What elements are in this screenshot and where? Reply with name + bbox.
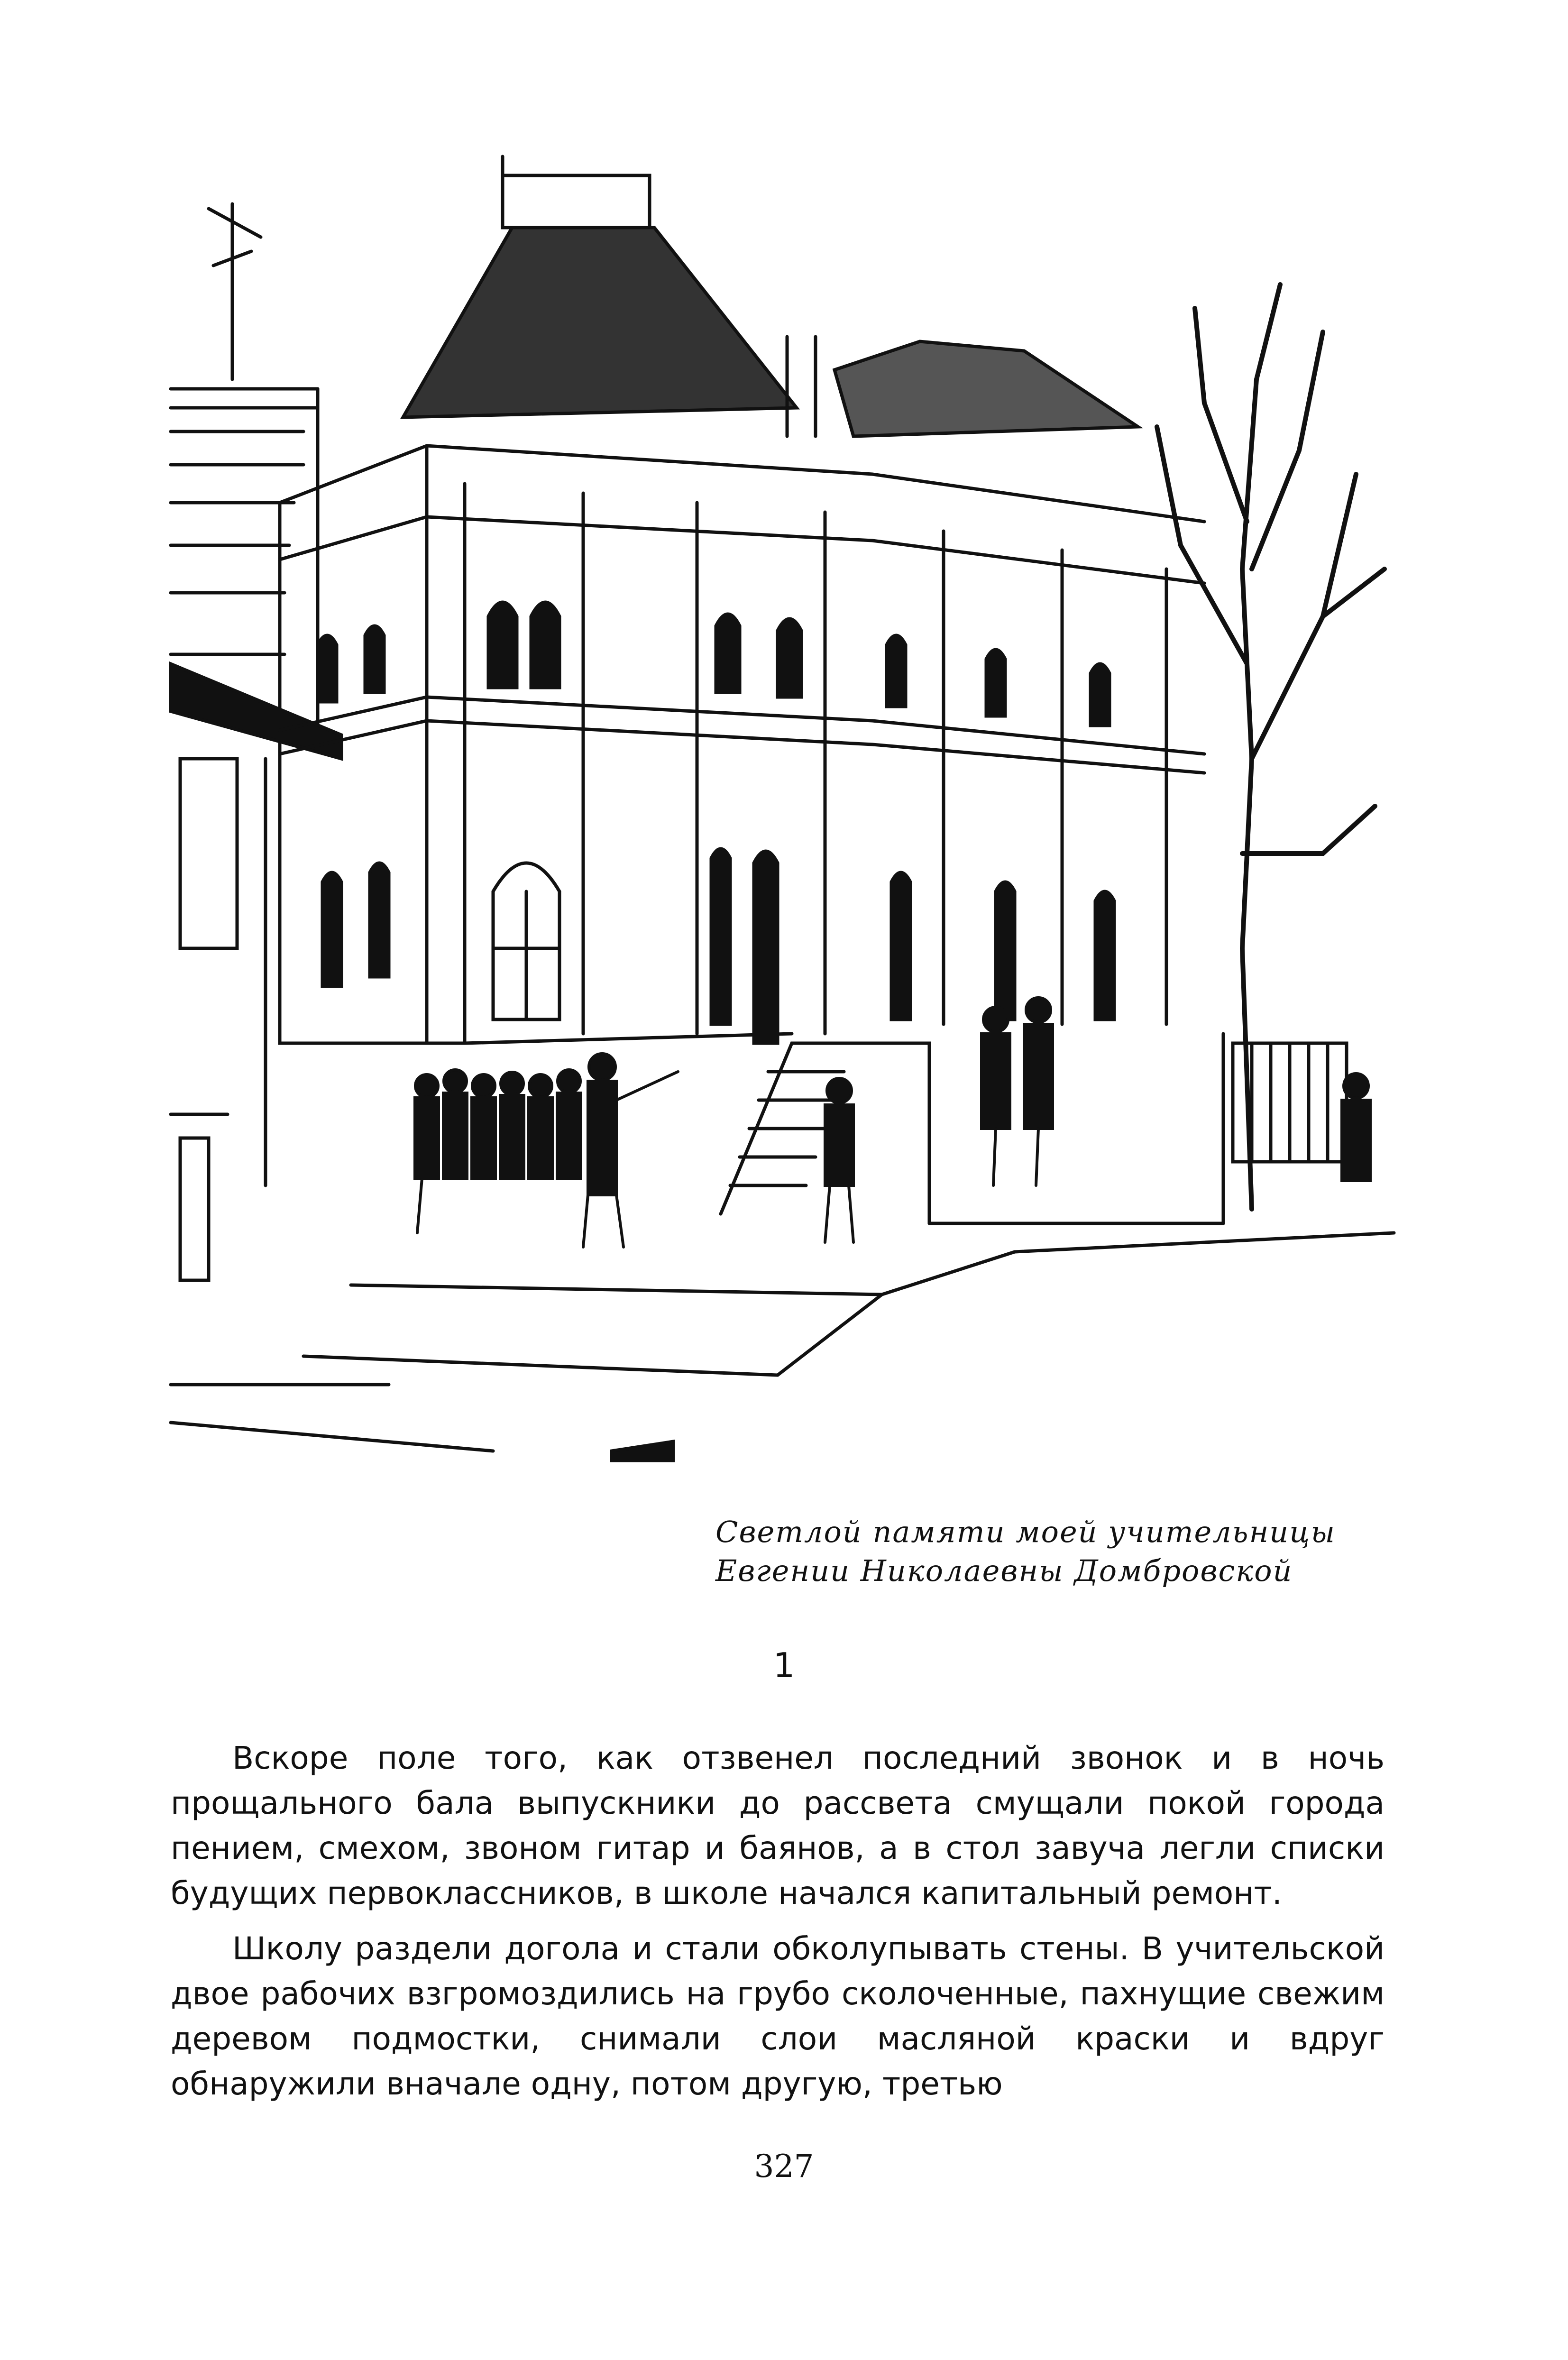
paragraph: Вскоре поле того, как отзвенел последний звонок и в ночь прощального бала выпускники до рассвета смущали покой города пением, смехом, звоном гитар и баянов, а в стол завуча легли списки будущих первоклассников, в школе начался капитальный ремонт. <box>171 1740 1385 1911</box>
school-building-illustration <box>161 142 1413 1470</box>
street <box>171 1233 1394 1460</box>
main-building <box>280 156 1223 1223</box>
dedication <box>715 1513 1336 1590</box>
left-building <box>171 204 341 1280</box>
paragraph: Школу раздели догола и стали обколупывать стены. В учительской двое рабочих взгромоздились на грубо сколоченные, пахнущие свежим деревом подмостки, снимали слои масляной краски и вдруг обнаружили вначале одну, потом другую, третью <box>171 1930 1385 2102</box>
chapter-number: 1 <box>773 1645 795 1685</box>
dedication-line: Евгении Николаевны Домбровской <box>715 1553 1293 1588</box>
page-number: 327 <box>754 2148 814 2185</box>
dedication-line: Светлой памяти моей учительницы <box>715 1515 1336 1549</box>
group-of-people <box>415 1054 678 1247</box>
body-text <box>171 1736 1385 2117</box>
